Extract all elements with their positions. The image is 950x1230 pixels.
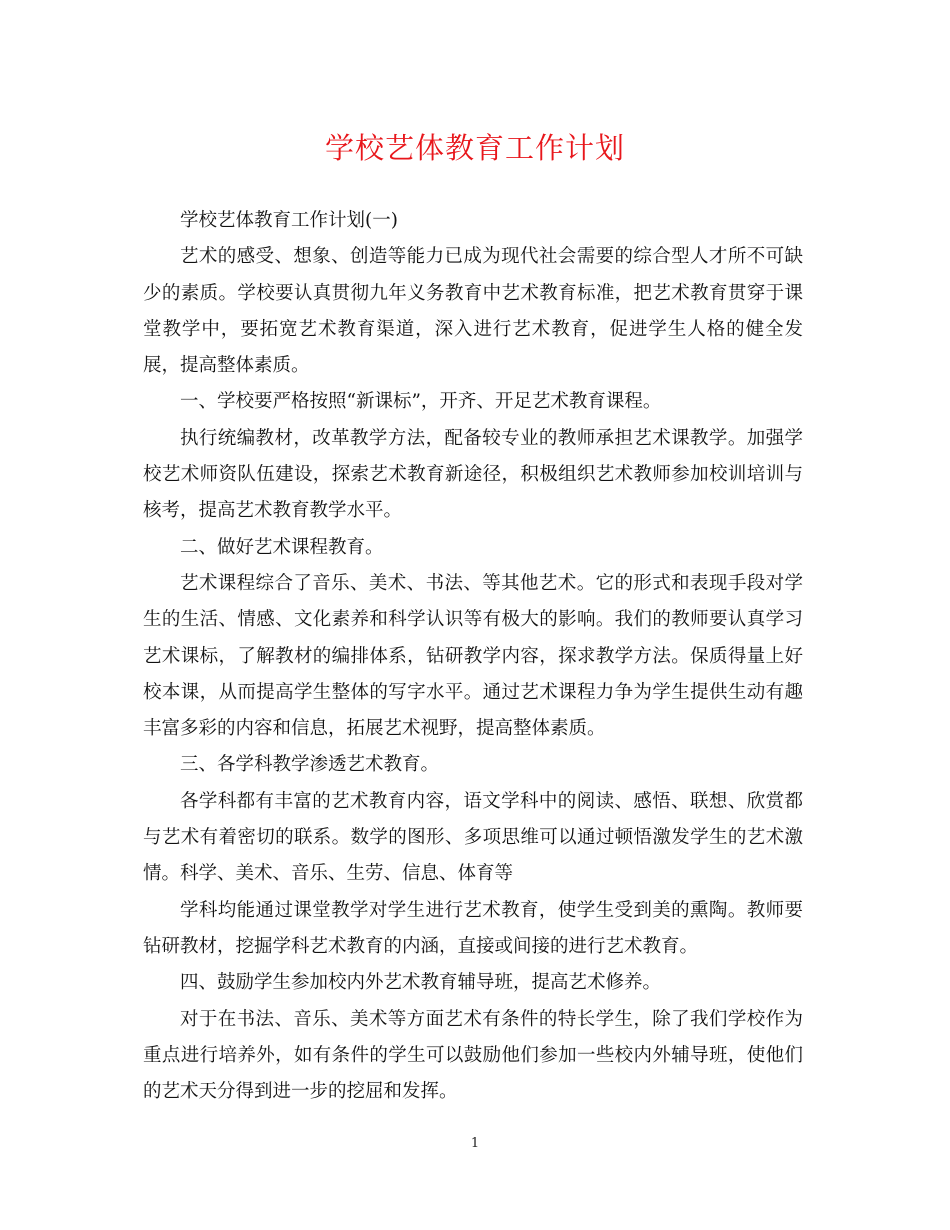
document-subtitle: 学校艺体教育工作计划(一) [180,210,398,231]
paragraph-section-3b: 学科均能通过课堂教学对学生进行艺术教育，使学生受到美的熏陶。教师要钻研教材，挖掘学科艺术教育的内涵，直接或间接的进行艺术教育。 [143,899,803,957]
paragraph-section-4: 对于在书法、音乐、美术等方面艺术有条件的特长学生，除了我们学校作为重点进行培养外，如有条件的学生可以鼓励他们参加一些校内外辅导班，使他们的艺术天分得到进一步的挖屈和发挥。 [143,1008,803,1103]
section-heading-4: 四、鼓励学生参加校内外艺术教育辅导班，提高艺术修养。 [180,972,662,994]
paragraph-intro: 艺术的感受、想象、创造等能力已成为现代社会需要的综合型人才所不可缺少的素质。学校要认真贯彻九年义务教育中艺术教育标准，把艺术教育贯穿于课堂教学中，要拓宽艺术教育渠道，深入进行艺术教育，促进学生人格的健全发展，提高整体素质。 [143,246,803,377]
paragraph-section-2: 艺术课程综合了音乐、美术、书法、等其他艺术。它的形式和表现手段对学生的生活、情感、文化素养和科学认识等有极大的影响。我们的教师要认真学习艺术课标，了解教材的编排体系，钻研教学内容，探求教学方法。保质得量上好校本课，从而提高学生整体的写字水平。通过艺术课程力争为学生提供生动有趣丰富多彩的内容和信息，拓展艺术视野，提高整体素质。 [143,572,803,740]
section-heading-1: 一、学校要严格按照“新课标”，开齐、开足艺术教育课程。 [180,391,662,413]
document-title: 学校艺体教育工作计划 [324,131,625,165]
paragraph-section-1: 执行统编教材，改革教学方法，配备较专业的教师承担艺术课教学。加强学校艺术师资队伍建设，探索艺术教育新途径，积极组织艺术教师参加校训培训与核考，提高艺术教育教学水平。 [143,427,803,522]
paragraph-section-3a: 各学科都有丰富的艺术教育内容，语文学科中的阅读、感悟、联想、欣赏都与艺术有着密切的联系。数学的图形、多项思维可以通过顿悟激发学生的艺术激情。科学、美术、音乐、生劳、信息、体育等 [143,790,803,885]
page-number: 1 [470,1136,480,1151]
section-heading-2: 二、做好艺术课程教育。 [180,536,384,558]
document-body [143,203,803,1110]
section-heading-3: 三、各学科教学渗透艺术教育。 [180,754,440,776]
